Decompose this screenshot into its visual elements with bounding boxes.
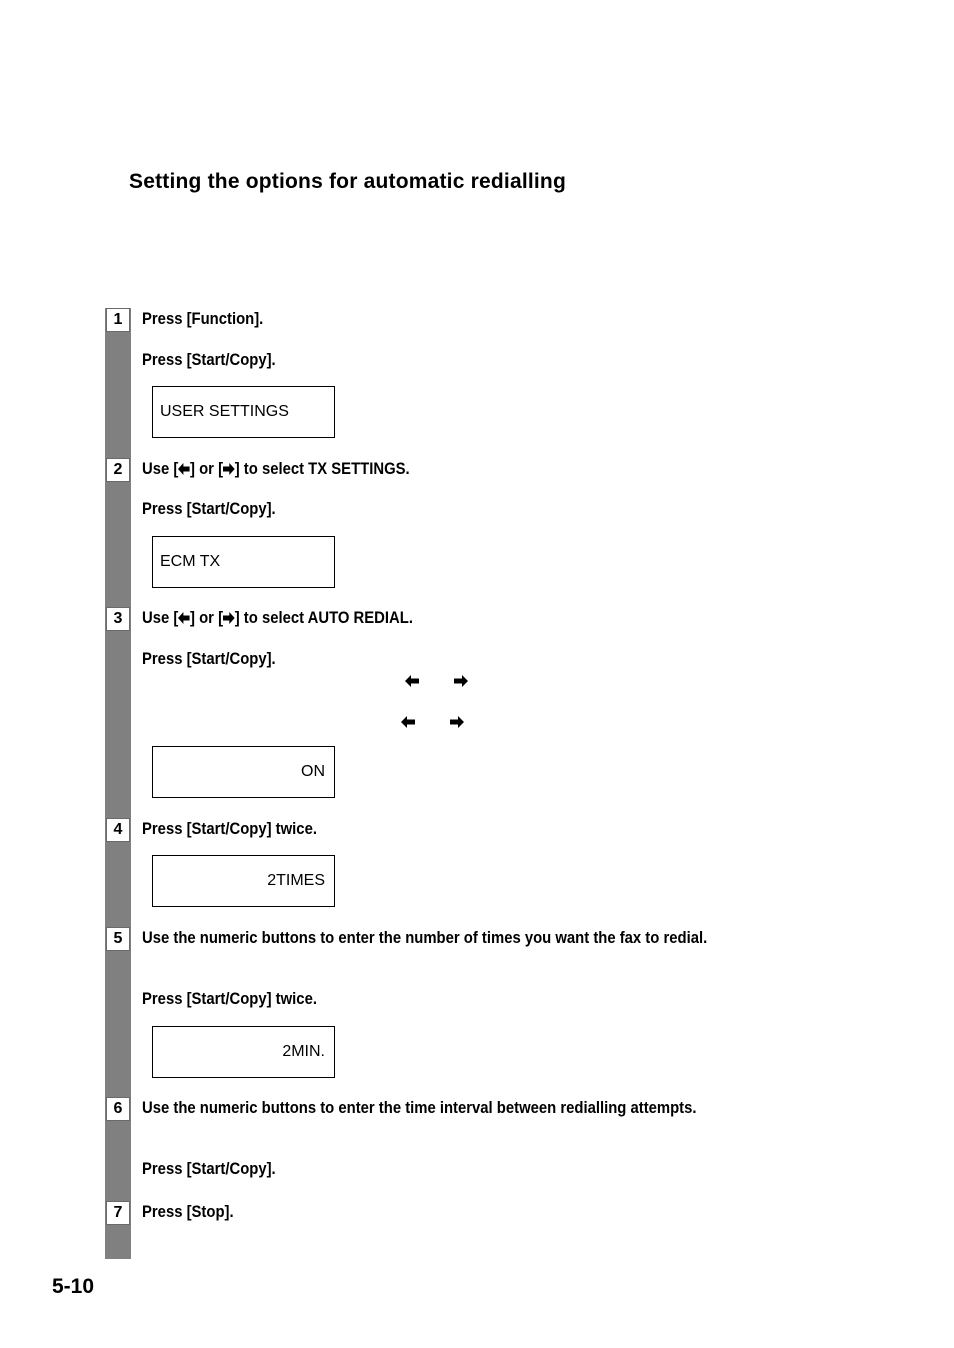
step-6-instruction-2: Press [Start/Copy]. [142, 1160, 276, 1178]
step-number-4: 4 [106, 818, 130, 842]
step-5-instruction: Use the numeric buttons to enter the number of times you want the fax to redial. [142, 929, 708, 947]
text-segment: Use [ [142, 609, 179, 627]
lcd-display-5 [152, 1026, 335, 1078]
step-number-3: 3 [106, 607, 130, 631]
lcd-text: ECM TX [160, 553, 221, 570]
left-arrow-icon [405, 675, 419, 687]
step-number-7: 7 [106, 1201, 130, 1225]
lcd-text: 2TIMES [267, 872, 325, 889]
lcd-display-3 [152, 746, 335, 798]
page-number: 5-10 [52, 1275, 95, 1298]
lcd-display-1 [152, 386, 335, 438]
step-1-instruction-2: Press [Start/Copy]. [142, 351, 276, 369]
lcd-text: 2MIN. [282, 1043, 325, 1060]
lcd-text: USER SETTINGS [160, 403, 289, 420]
left-arrow-icon [401, 716, 415, 728]
right-arrow-icon [450, 716, 464, 728]
text-segment: Use [ [142, 460, 179, 478]
right-arrow-icon [454, 675, 468, 687]
step-4-instruction: Press [Start/Copy] twice. [142, 820, 317, 838]
lcd-display-4 [152, 855, 335, 907]
step-1-instruction: Press [Function]. [142, 310, 264, 328]
left-arrow-icon [178, 612, 190, 624]
text-segment: ] or [ [190, 460, 224, 478]
step-2-instruction [142, 458, 410, 480]
page-title: Setting the options for automatic redialling [129, 170, 566, 193]
step-number-6: 6 [106, 1097, 130, 1121]
step-2-instruction-2: Press [Start/Copy]. [142, 500, 276, 518]
step-5-instruction-2: Press [Start/Copy] twice. [142, 990, 317, 1008]
text-segment: ] to select TX SETTINGS. [234, 460, 410, 478]
lcd-text: ON [301, 763, 325, 780]
lcd-display-2 [152, 536, 335, 588]
left-arrow-icon [178, 463, 190, 475]
step-6-instruction: Use the numeric buttons to enter the time interval between redialling attempts. [142, 1099, 697, 1117]
step-number-5: 5 [106, 927, 130, 951]
step-3-instruction [142, 607, 413, 629]
step-3-instruction-2: Press [Start/Copy]. [142, 650, 276, 668]
step-number-2: 2 [106, 458, 130, 482]
step-number-1: 1 [106, 308, 130, 332]
right-arrow-icon [223, 463, 235, 475]
text-segment: ] or [ [190, 609, 224, 627]
text-segment: ] to select AUTO REDIAL. [234, 609, 413, 627]
right-arrow-icon [223, 612, 235, 624]
step-7-instruction: Press [Stop]. [142, 1203, 234, 1221]
